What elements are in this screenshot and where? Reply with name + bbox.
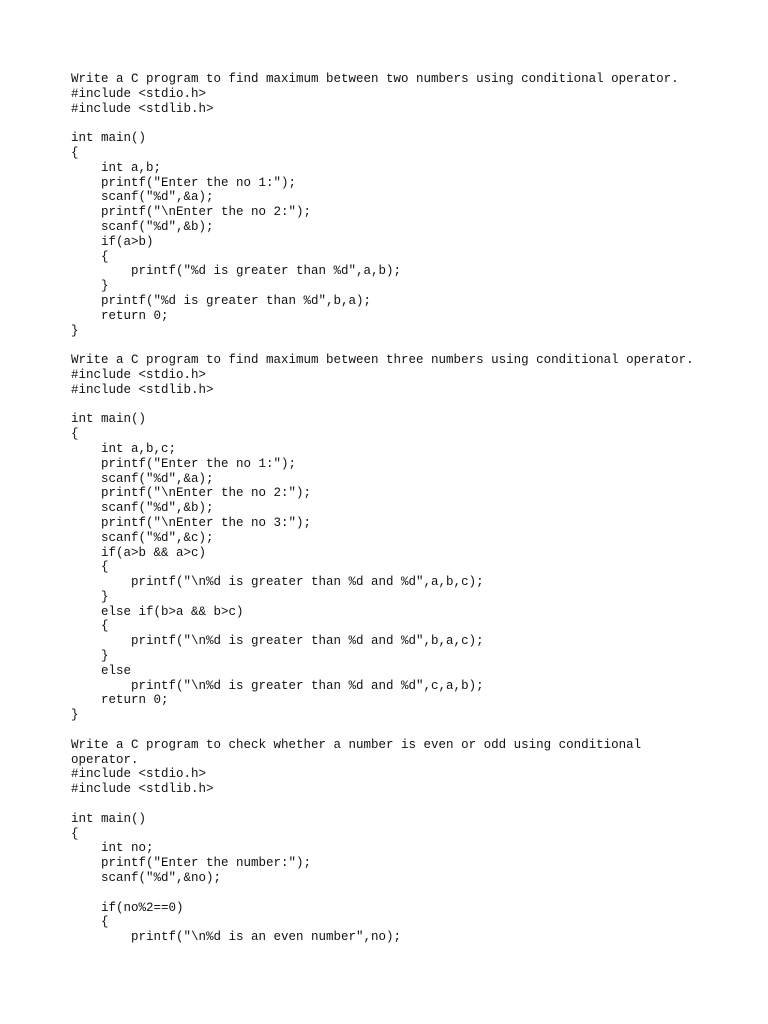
code-block (71, 368, 731, 723)
code-line: { (71, 619, 109, 634)
code-line: else if(b>a && b>c) (71, 604, 244, 619)
code-line: #include <stdio.h> (71, 86, 207, 101)
section-title: Write a C program to find maximum between two numbers using conditional operator. (71, 72, 679, 86)
code-line (71, 886, 731, 901)
code-line: int no; (71, 841, 154, 856)
code-line: #include <stdlib.h> (71, 782, 214, 797)
section-spacer (71, 723, 731, 738)
code-line: scanf("%d",&b); (71, 501, 214, 516)
code-line: { (71, 145, 79, 160)
code-line: int a,b; (71, 160, 162, 175)
code-line: printf("Enter the no 1:"); (71, 456, 297, 471)
code-line: printf("\n%d is greater than %d and %d",a,b,c); (71, 575, 484, 590)
code-block (71, 767, 731, 945)
code-line: #include <stdlib.h> (71, 101, 214, 116)
section-max-two-numbers (71, 72, 731, 338)
code-line: #include <stdlib.h> (71, 382, 214, 397)
code-line: { (71, 915, 109, 930)
code-line: scanf("%d",&b); (71, 219, 214, 234)
code-line: } (71, 708, 79, 723)
code-line: scanf("%d",&c); (71, 530, 214, 545)
code-line: } (71, 649, 109, 664)
code-line: scanf("%d",&no); (71, 871, 222, 886)
code-line: printf("\nEnter the no 2:"); (71, 486, 312, 501)
section-title: Write a C program to check whether a number is even or odd using conditional (71, 737, 642, 752)
code-line: int main() (71, 412, 147, 427)
code-line: { (71, 427, 79, 442)
code-line: int main() (71, 811, 147, 826)
code-line: #include <stdio.h> (71, 767, 207, 782)
code-line: { (71, 560, 109, 575)
code-line: if(a>b) (71, 234, 154, 249)
code-line: if(no%2==0) (71, 900, 184, 915)
code-line (71, 116, 731, 131)
code-line: printf("\n%d is greater than %d and %d",c,a,b); (71, 678, 484, 693)
section-title-continued: operator. (71, 752, 139, 767)
code-line: scanf("%d",&a); (71, 471, 214, 486)
section-title: Write a C program to find maximum between three numbers using conditional operator. (71, 353, 694, 368)
code-line: printf("\n%d is greater than %d and %d",b,a,c); (71, 634, 484, 649)
code-line: { (71, 249, 109, 264)
code-line (71, 398, 731, 413)
code-line: if(a>b && a>c) (71, 545, 207, 560)
code-line: printf("\n%d is an even number",no); (71, 930, 402, 945)
code-line: #include <stdio.h> (71, 367, 207, 382)
section-max-three-numbers (71, 353, 731, 723)
code-block (71, 87, 731, 339)
code-line: } (71, 323, 79, 338)
code-line: int a,b,c; (71, 441, 177, 456)
code-line: } (71, 589, 109, 604)
code-line: scanf("%d",&a); (71, 190, 214, 205)
code-line: printf("Enter the number:"); (71, 856, 312, 871)
code-line (71, 797, 731, 812)
code-line: return 0; (71, 308, 169, 323)
code-line: else (71, 663, 132, 678)
code-line: { (71, 826, 79, 841)
code-line: printf("\nEnter the no 2:"); (71, 205, 312, 220)
section-even-odd (71, 738, 731, 945)
code-line: } (71, 279, 109, 294)
document-page (71, 72, 731, 945)
code-line: printf("%d is greater than %d",a,b); (71, 264, 402, 279)
code-line: return 0; (71, 693, 169, 708)
code-line: printf("\nEnter the no 3:"); (71, 515, 312, 530)
code-line: printf("Enter the no 1:"); (71, 175, 297, 190)
code-line: int main() (71, 131, 147, 146)
section-spacer (71, 338, 731, 353)
code-line: printf("%d is greater than %d",b,a); (71, 293, 372, 308)
